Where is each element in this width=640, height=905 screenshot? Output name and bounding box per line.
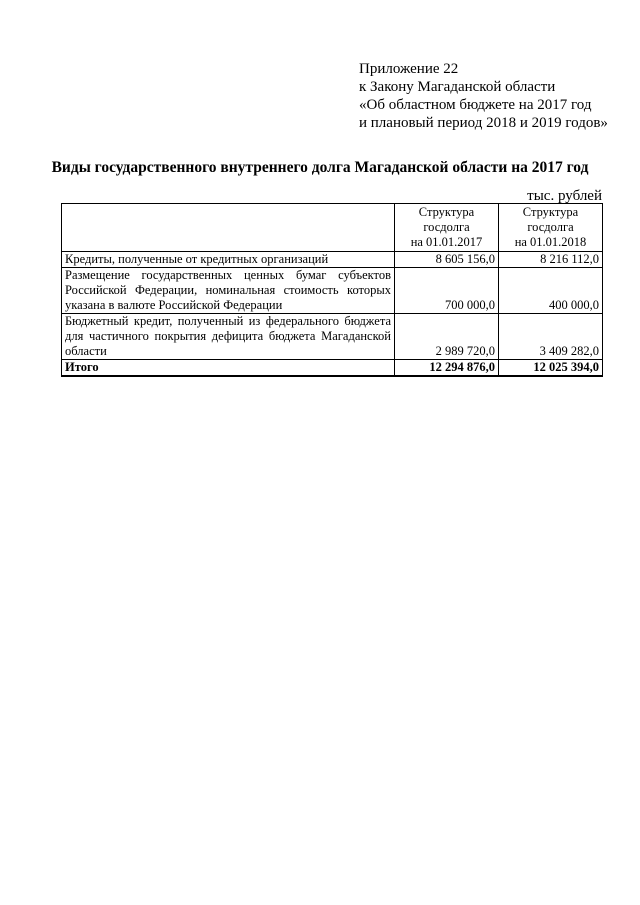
table-row [62,268,603,314]
row-value-2017: 2 989 720,0 [395,314,499,360]
appendix-line: к Закону Магаданской области [359,79,556,95]
appendix-line: и плановый период 2018 и 2019 годов» [359,115,608,131]
debt-table [61,203,603,377]
header-2018-cell: Структура госдолга на 01.01.2018 [499,204,603,252]
row-value-2018: 3 409 282,0 [499,314,603,360]
appendix-line: «Об областном бюджете на 2017 год [359,97,592,113]
units-label: тыс. рублей [527,188,602,204]
table-row [62,314,603,360]
table-row [62,252,603,268]
row-name: Бюджетный кредит, полученный из федерального бюджета для частичного покрытия дефицита бюджета Магаданской области [62,314,395,360]
total-label: Итого [62,360,395,377]
document-title: Виды государственного внутреннего долга Магаданской области на 2017 год [51,159,589,176]
row-value-2018: 400 000,0 [499,268,603,314]
header-2017-cell: Структура госдолга на 01.01.2017 [395,204,499,252]
table-header-row [62,204,603,252]
total-value-2017: 12 294 876,0 [395,360,499,377]
row-name: Кредиты, полученные от кредитных организаций [62,252,395,268]
header-name-cell [62,204,395,252]
total-value-2018: 12 025 394,0 [499,360,603,377]
row-value-2017: 700 000,0 [395,268,499,314]
row-name: Размещение государственных ценных бумаг субъектов Российской Федерации, номинальная стоимость которых указана в валюте Российской Федерации [62,268,395,314]
appendix-header [359,60,608,132]
row-value-2018: 8 216 112,0 [499,252,603,268]
row-value-2017: 8 605 156,0 [395,252,499,268]
appendix-line: Приложение 22 [359,61,459,77]
total-row [62,360,603,377]
